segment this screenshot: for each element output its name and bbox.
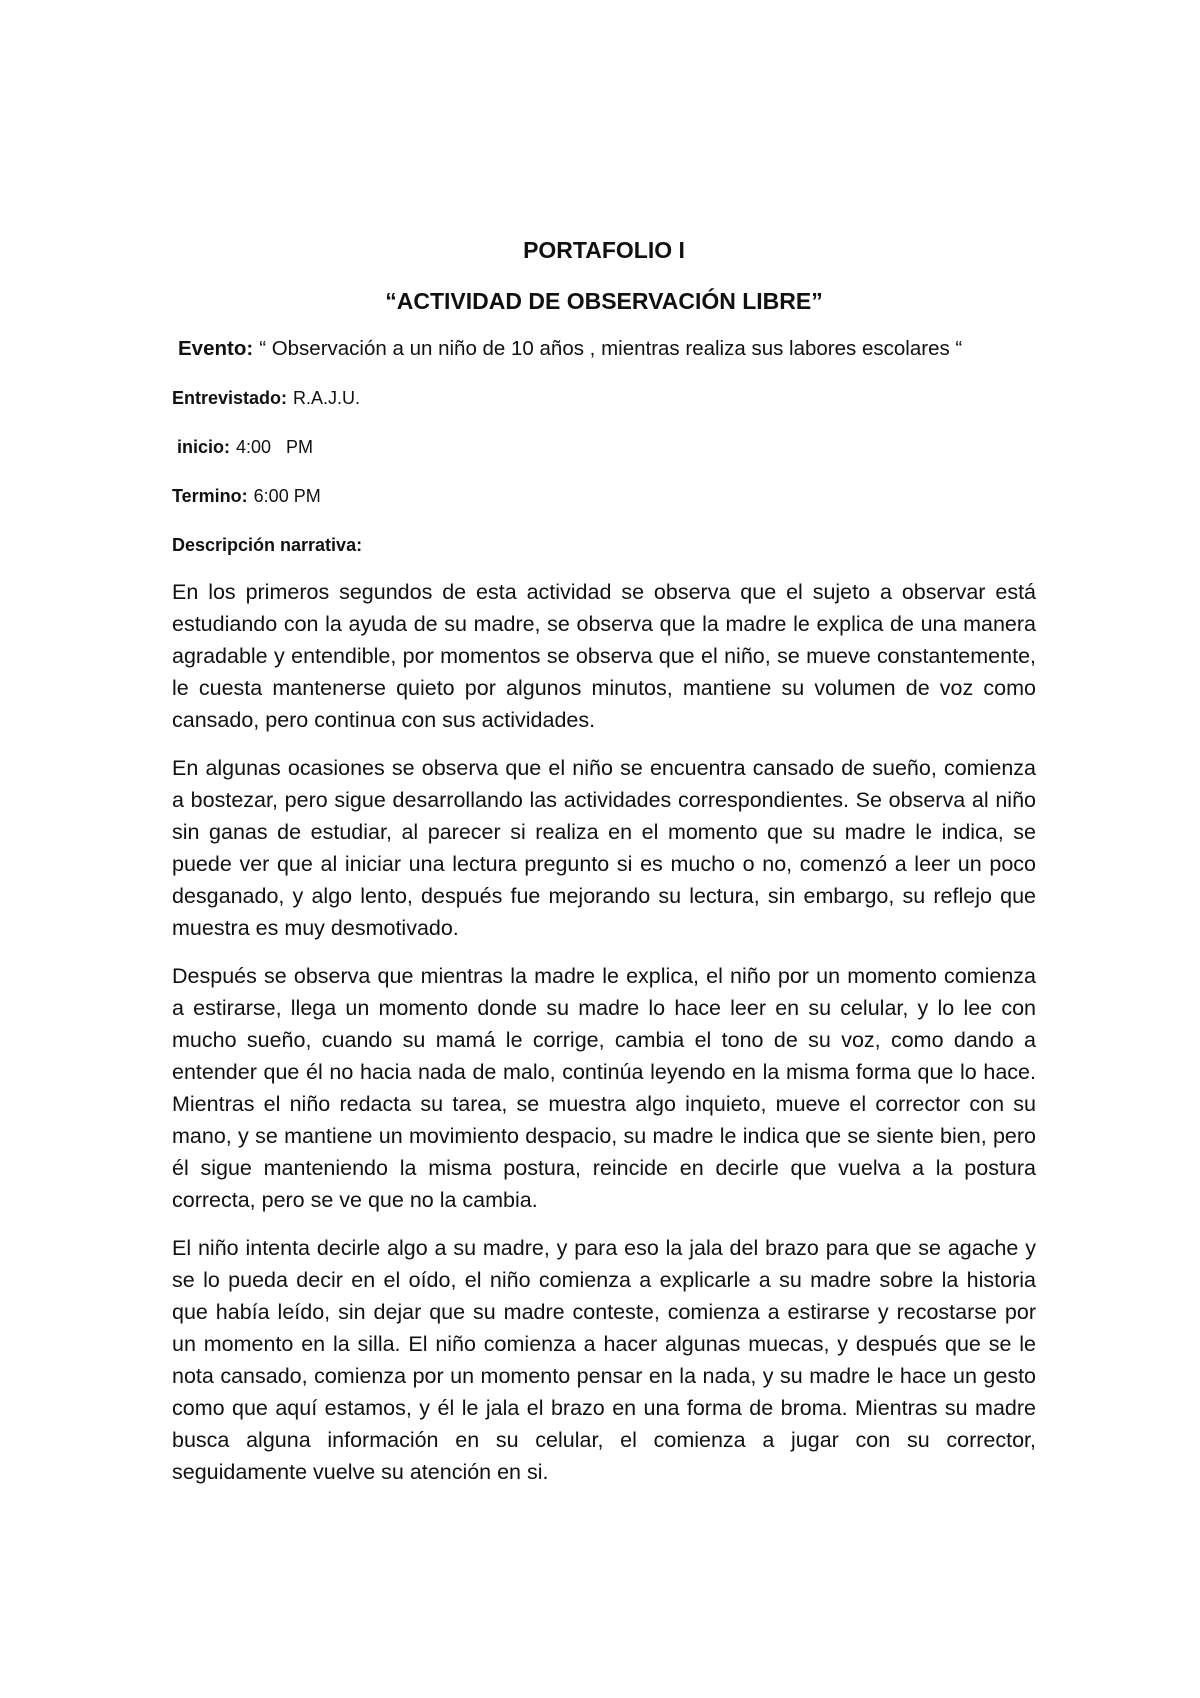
end-time-line	[172, 484, 1036, 508]
narrative-paragraph-3: Después se observa que mientras la madre le explica, el niño por un momento comienza a estirarse, llega un momento donde su madre lo hace leer en su celular, y lo lee con mucho sueño, cuando su mamá le corrige, cambia el tono de su voz, como dando a entender que él no hacia nada de malo, continúa leyendo en la misma forma que lo hace. Mientras el niño redacta su tarea, se muestra algo inquieto, mueve el corrector con su mano, y se mantiene un movimiento despacio, su madre le indica que se siente bien, pero él sigue manteniendo la misma postura, reincide en decirle que vuelva a la postura correcta, pero se ve que no la cambia.	[172, 964, 1036, 1212]
start-time-label: inicio:	[177, 437, 230, 457]
document-subtitle: “ACTIVIDAD DE OBSERVACIÓN LIBRE”	[385, 288, 823, 314]
end-time-value: 6:00 PM	[253, 486, 321, 506]
narrative-paragraph-4: El niño intenta decirle algo a su madre, y para eso la jala del brazo para que se agache y se lo pueda decir en el oído, el niño comienza a explicarle a su madre sobre la historia que había leído, sin dejar que su madre conteste, comienza a estirarse y recostarse por un momento en la silla. El niño comienza a hacer algunas muecas, y después que se le nota cansado, comienza por un momento pensar en la nada, y su madre le hace un gesto como que aquí estamos, y él le jala el brazo en una forma de broma. Mientras su madre busca alguna información en su celular, el comienza a jugar con su corrector, seguidamente vuelve su atención en si.	[172, 1236, 1036, 1484]
start-time-value: 4:00 PM	[236, 437, 314, 457]
narrative-heading: Descripción narrativa:	[172, 535, 363, 555]
end-time-label: Termino:	[172, 486, 248, 506]
interviewee-value: R.A.J.U.	[293, 388, 361, 408]
narrative-paragraph-1: En los primeros segundos de esta actividad se observa que el sujeto a observar está estudiando con la ayuda de su madre, se observa que la madre le explica de una manera agradable y entendible, por momentos se observa que el niño, se mueve constantemente, le cuesta mantenerse quieto por algunos minutos, mantiene su volumen de voz como cansado, pero continua con sus actividades.	[172, 580, 1036, 732]
document-title: PORTAFOLIO I	[523, 237, 685, 263]
event-line	[178, 336, 1036, 362]
event-value: “ Observación a un niño de 10 años , mientras realiza sus labores escolares “	[259, 337, 963, 360]
document-body	[172, 236, 1036, 1504]
start-time-line	[177, 435, 1036, 459]
interviewee-line	[172, 386, 1036, 410]
narrative-paragraph-2: En algunas ocasiones se observa que el niño se encuentra cansado de sueño, comienza a bostezar, pero sigue desarrollando las actividades correspondientes. Se observa al niño sin ganas de estudiar, al parecer si realiza en el momento que su madre le indica, se puede ver que al iniciar una lectura pregunto si es mucho o no, comenzó a leer un poco desganado, y algo lento, después fue mejorando su lectura, sin embargo, su reflejo que muestra es muy desmotivado.	[172, 756, 1036, 940]
interviewee-label: Entrevistado:	[172, 388, 288, 408]
event-label: Evento:	[178, 337, 254, 360]
